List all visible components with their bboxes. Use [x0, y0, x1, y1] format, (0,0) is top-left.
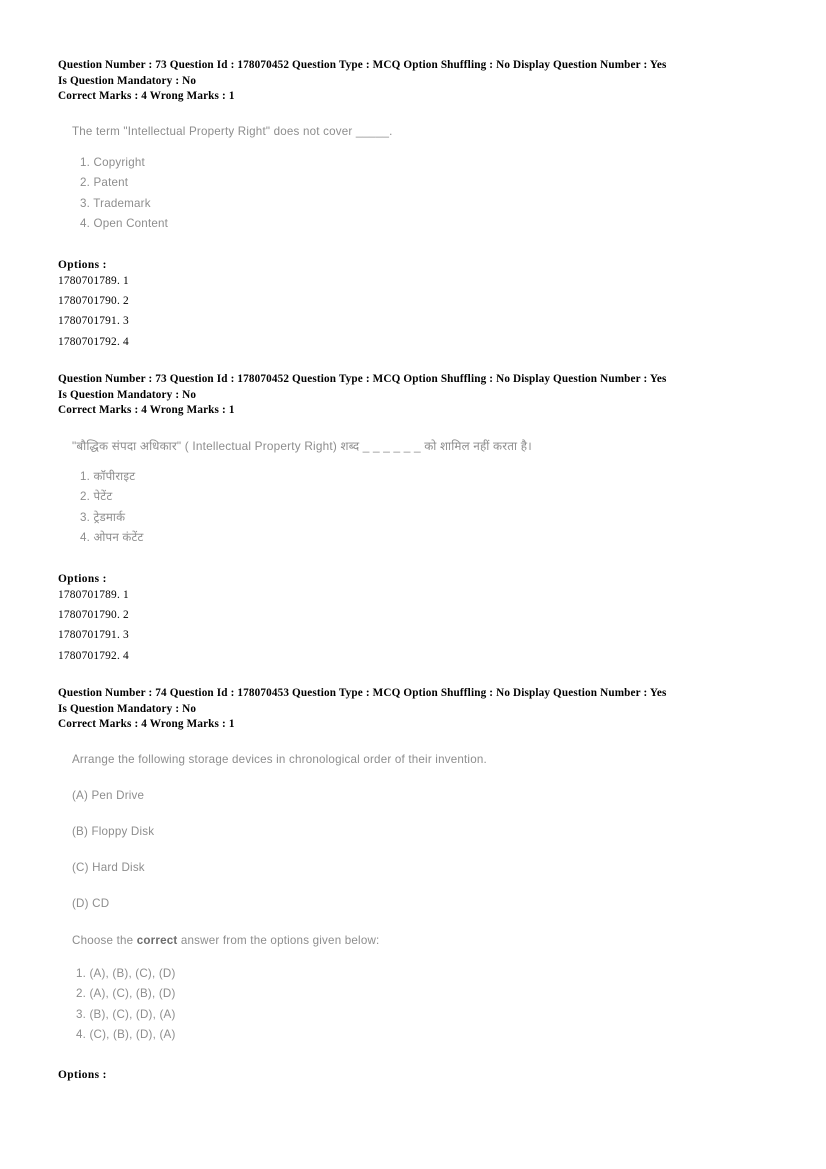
- choice-item[interactable]: 2. पेटेंट: [80, 490, 113, 504]
- choice-item[interactable]: 3. Trademark: [80, 196, 151, 210]
- question-meta-line1: Question Number : 73 Question Id : 178070452 Question Type : MCQ Option Shuffling : No Display Question Number : Yes: [58, 373, 667, 386]
- option-id-row: 1780701790. 2: [58, 609, 129, 622]
- instruction-emphasis: correct: [136, 933, 178, 947]
- option-id-row: 1780701789. 1: [58, 588, 129, 601]
- options-label: Options :: [58, 258, 107, 271]
- arrange-item: (C) Hard Disk: [72, 860, 145, 874]
- option-id-row: 1780701791. 3: [58, 315, 129, 328]
- question-stem: Arrange the following storage devices in chronological order of their invention.: [72, 752, 487, 766]
- option-id-row: 1780701789. 1: [58, 274, 129, 287]
- question-block-1: [58, 58, 770, 352]
- question-block-3: [58, 686, 770, 1081]
- choice-item[interactable]: 4. Open Content: [80, 217, 169, 230]
- question-choices: [80, 467, 770, 549]
- instruction-suffix: answer from the options given below:: [177, 933, 380, 947]
- question-stem: "बौद्धिक संपदा अधिकार" ( Intellectual Property Right) शब्द _ _ _ _ _ _ को शामिल नहीं करता है।: [72, 438, 532, 453]
- question-marks-line: Correct Marks : 4 Wrong Marks : 1: [58, 404, 235, 417]
- question-meta-line1: Question Number : 74 Question Id : 178070453 Question Type : MCQ Option Shuffling : No Display Question Number : Yes: [58, 687, 667, 700]
- section-spacer: [58, 352, 770, 372]
- options-label: Options :: [58, 572, 107, 585]
- question-meta-line2: Is Question Mandatory : No: [58, 74, 197, 87]
- option-id-row: 1780701790. 2: [58, 294, 129, 307]
- question-block-2: [58, 372, 770, 666]
- question-meta-line2: Is Question Mandatory : No: [58, 702, 197, 715]
- question-choices: [80, 153, 770, 235]
- instruction-prefix: Choose the: [72, 933, 137, 947]
- question-marks-line: Correct Marks : 4 Wrong Marks : 1: [58, 718, 235, 731]
- choice-item[interactable]: 4. ओपन कंटेंट: [80, 531, 144, 545]
- options-label: Options :: [58, 1069, 107, 1082]
- question-meta-line1: Question Number : 73 Question Id : 178070452 Question Type : MCQ Option Shuffling : No Display Question Number : Yes: [58, 59, 667, 71]
- question-meta-line2: Is Question Mandatory : No: [58, 388, 197, 401]
- question-marks-line: Correct Marks : 4 Wrong Marks : 1: [58, 90, 235, 102]
- question-choices: [76, 964, 770, 1046]
- choice-item[interactable]: 4. (C), (B), (D), (A): [76, 1027, 176, 1041]
- choice-item[interactable]: 3. (B), (C), (D), (A): [76, 1007, 176, 1021]
- arrange-item: (A) Pen Drive: [72, 788, 145, 802]
- option-id-row: 1780701792. 4: [58, 335, 129, 348]
- section-spacer: [58, 666, 770, 686]
- question-stem: The term "Intellectual Property Right" does not cover _____.: [72, 124, 393, 138]
- choice-item[interactable]: 1. (A), (B), (C), (D): [76, 966, 176, 980]
- choice-item[interactable]: 1. कॉपीराइट: [80, 469, 136, 483]
- choice-item[interactable]: 3. ट्रेडमार्क: [80, 510, 126, 524]
- arrange-item: (D) CD: [72, 896, 110, 910]
- choice-item[interactable]: 1. Copyright: [80, 155, 145, 169]
- choice-item[interactable]: 2. Patent: [80, 176, 129, 189]
- option-id-row: 1780701792. 4: [58, 649, 129, 662]
- arrange-item: (B) Floppy Disk: [72, 824, 155, 838]
- document-content: [58, 58, 770, 1081]
- question-instruction: [72, 931, 770, 951]
- option-id-row: 1780701791. 3: [58, 629, 129, 642]
- choice-item[interactable]: 2. (A), (C), (B), (D): [76, 987, 176, 1001]
